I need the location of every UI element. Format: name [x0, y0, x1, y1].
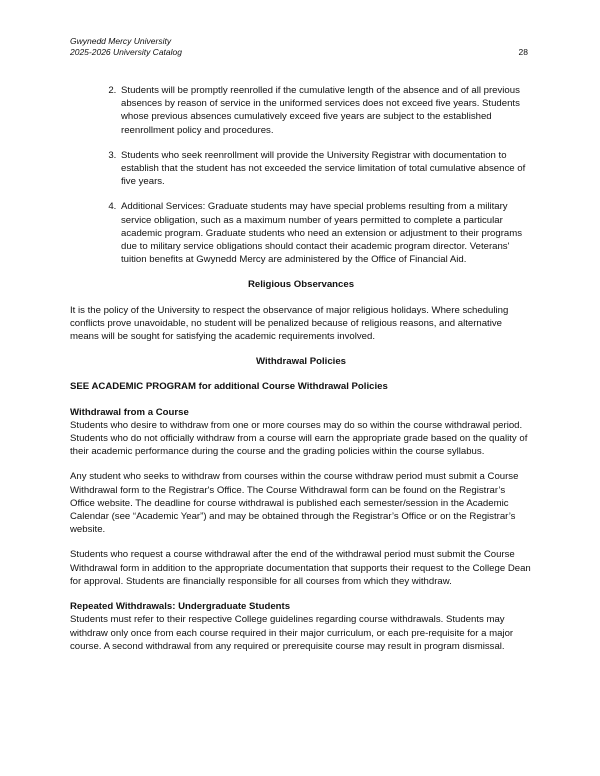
page-header: [70, 36, 530, 58]
list-item: 2. Students will be promptly reenrolled if the cumulative length of the absence and of all previous absences by reason of service in the uniformed services does not exceed five years. Students whose previous absences cumulatively exceed five years are subject to the established reenrollment policy and procedures.: [119, 84, 532, 137]
religious-paragraph: It is the policy of the University to respect the observance of major religious holidays. Where scheduling conflicts prove unavoidable, no student will be penalized because of religious reasons, and alternative means will be sought for satisfying the academic requirements involved.: [70, 304, 509, 343]
repeated-withdrawals-heading: Repeated Withdrawals: Undergraduate Students: [70, 601, 291, 613]
withdrawal-paragraph-1: Students who desire to withdraw from one or more courses may do so within the course withdrawal period. Students who do not officially withdraw from a course will earn the appropriate grade based on the quality of their academic performance during the course and the grading policies within the course syllabus.: [70, 419, 528, 458]
reenrollment-list: [70, 84, 532, 266]
institution-name: Gwynedd Mercy University: [70, 36, 172, 46]
list-item: 3. Students who seek reenrollment will provide the University Registrar with documentation to establish that the student has not exceeded the service limitation of total cumulative absence of five years.: [119, 149, 532, 189]
catalog-title: 2025-2026 University Catalog: [70, 47, 182, 57]
withdrawal-course-heading: Withdrawal from a Course: [70, 406, 189, 418]
repeated-withdrawals-paragraph: Students must refer to their respective College guidelines regarding course withdrawals. Students may withdraw only once from each course required in their major curriculum, or each pre-requisite for a major course. A second withdrawal from any required or prerequisite course may result in program dismissal.: [70, 614, 514, 652]
see-academic-program-note: SEE ACADEMIC PROGRAM for additional Course Withdrawal Policies: [70, 381, 388, 393]
withdrawal-paragraph-2: Any student who seeks to withdraw from courses within the course withdraw period must submit a Course Withdrawal form to the Registrar's Office. The Course Withdrawal form can be found on the Registrar’s Office website. The deadline for course withdrawal is published each semester/session in the Academic Calendar (see “Academic Year”) and may be obtained through the Registrar’s Office or on the Registrar’s website.: [70, 471, 519, 536]
list-item: 4. Additional Services: Graduate students may have special problems resulting from a military service obligation, such as a maximum number of years permitted to complete a particular academic program. Graduate students who need an extension or adjustment to their programs due to military service obligations should contact their academic program director. Veterans' tuition benefits at Gwynedd Mercy are administered by the Office of Financial Aid.: [119, 200, 532, 266]
withdrawal-heading: Withdrawal Policies: [255, 356, 346, 368]
page-number: 28: [518, 47, 528, 57]
withdrawal-paragraph-3: Students who request a course withdrawal after the end of the withdrawal period must submit the Course Withdrawal form in addition to the appropriate documentation that supports their request to the College Dean for approval. Students are financially responsible for all courses from which they withdraw.: [70, 549, 531, 587]
page-content: [70, 84, 532, 665]
religious-heading: Religious Observances: [247, 279, 355, 291]
